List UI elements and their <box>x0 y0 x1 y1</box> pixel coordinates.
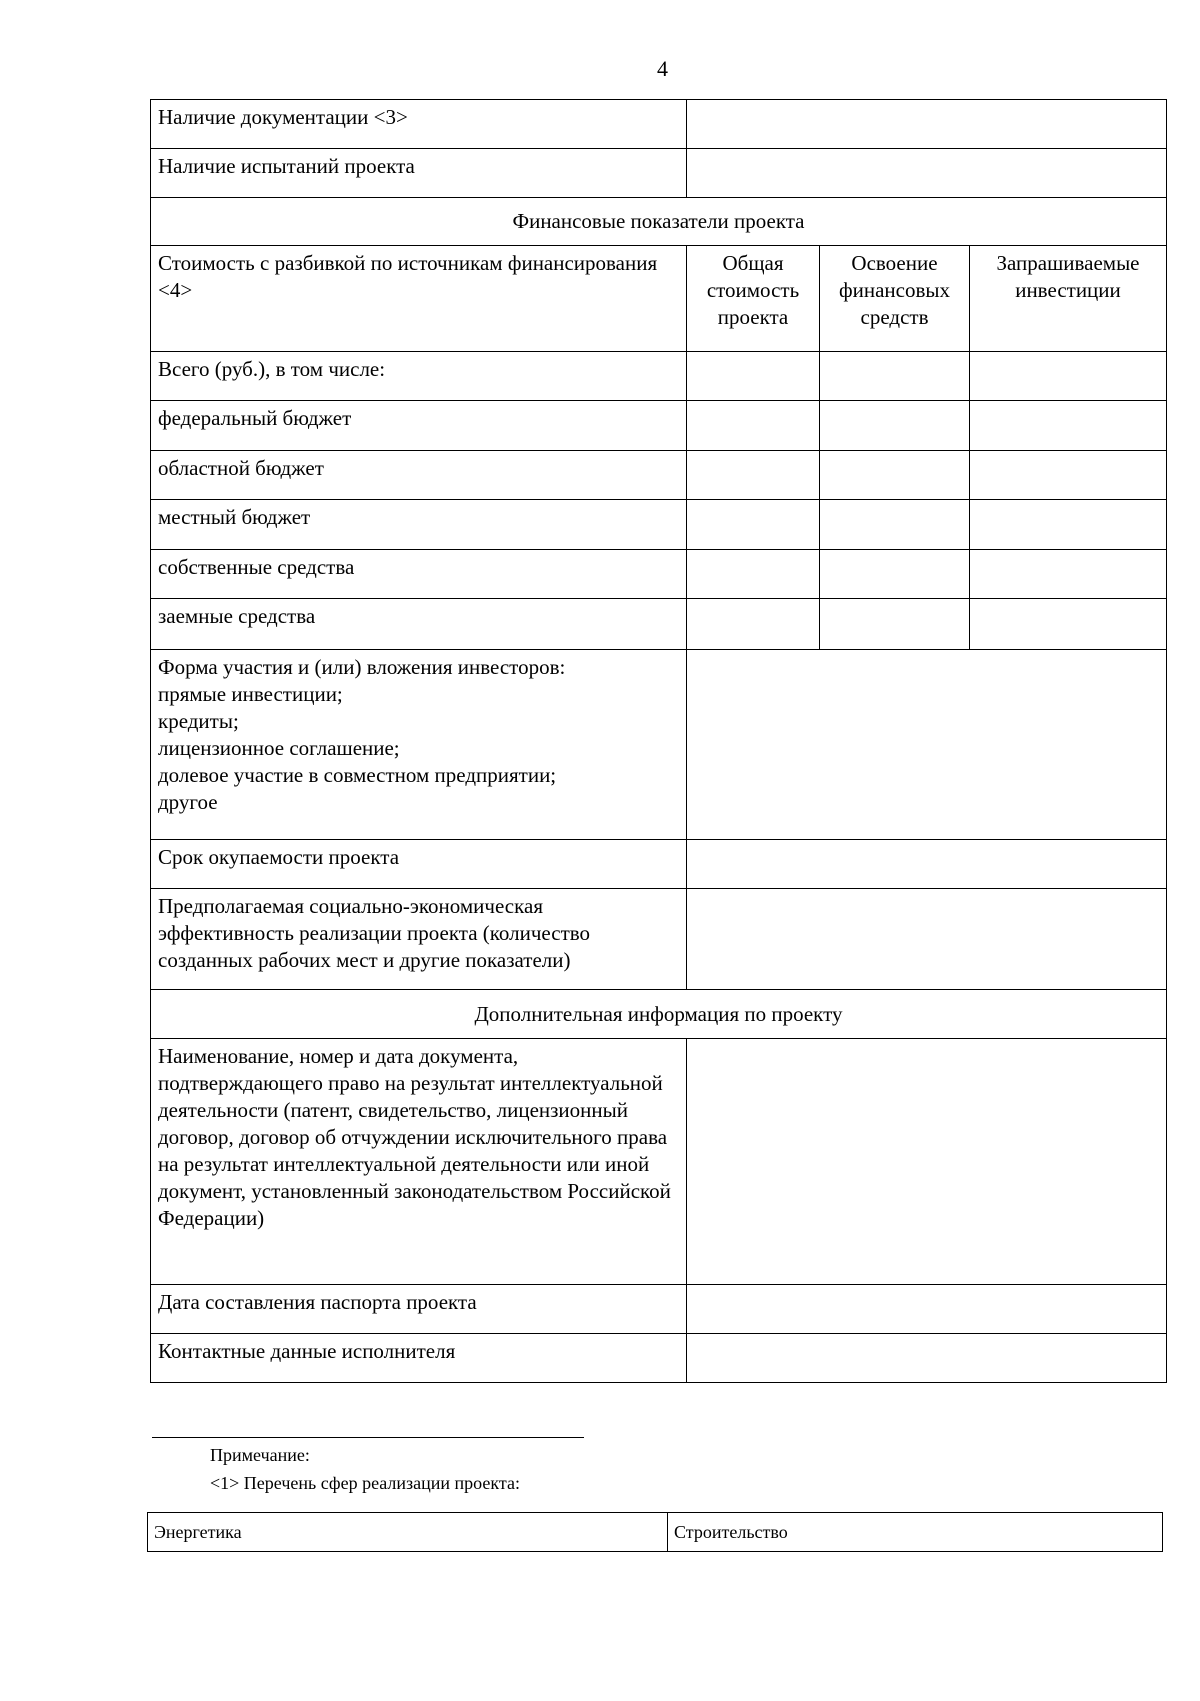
value-cell[interactable] <box>820 352 970 401</box>
source-label: местный бюджет <box>151 500 687 550</box>
table-row <box>151 550 1167 599</box>
table-row <box>151 451 1167 500</box>
value-cell[interactable] <box>687 1039 1167 1285</box>
value-cell[interactable] <box>687 1334 1167 1383</box>
row-label: Наименование, номер и дата документа, подтверждающего право на результат интеллектуальной деятельности (патент, свидетельство, лицензионный договор, договор об отчуждении исключительного права на результат интеллектуальной деятельности или иной документ, установленный законодательством Российской Федерации) <box>151 1039 687 1285</box>
value-cell[interactable] <box>970 550 1167 599</box>
table-row <box>151 840 1167 889</box>
value-cell[interactable] <box>687 352 820 401</box>
source-label: заемные средства <box>151 599 687 650</box>
note-title: Примечание: <box>210 1445 310 1465</box>
value-cell[interactable] <box>687 401 820 451</box>
value-cell[interactable] <box>687 650 1167 840</box>
table-row <box>151 1334 1167 1383</box>
row-label: Наличие документации <3> <box>151 100 687 149</box>
table-row <box>151 599 1167 650</box>
value-cell[interactable] <box>687 100 1167 149</box>
column-header: Освоение финансовых средств <box>820 246 970 352</box>
footnote-divider <box>152 1437 584 1438</box>
table-row <box>148 1513 1163 1552</box>
section-header-row <box>151 990 1167 1039</box>
table-row <box>151 149 1167 198</box>
table-row <box>151 401 1167 451</box>
table-row <box>151 650 1167 840</box>
column-header: Запрашиваемые инвестиции <box>970 246 1167 352</box>
footnote-text: <1> Перечень сфер реализации проекта: <box>210 1473 520 1493</box>
sphere-cell: Энергетика <box>148 1513 668 1552</box>
section-title: Дополнительная информация по проекту <box>151 990 1167 1039</box>
value-cell[interactable] <box>687 889 1167 990</box>
value-cell[interactable] <box>970 500 1167 550</box>
value-cell[interactable] <box>820 401 970 451</box>
value-cell[interactable] <box>687 451 820 500</box>
source-label: собственные средства <box>151 550 687 599</box>
source-label: областной бюджет <box>151 451 687 500</box>
row-label: Срок окупаемости проекта <box>151 840 687 889</box>
value-cell[interactable] <box>820 550 970 599</box>
value-cell[interactable] <box>820 599 970 650</box>
sphere-cell: Строительство <box>668 1513 1163 1552</box>
investor-form-label: Форма участия и (или) вложения инвесторов: прямые инвестиции; кредиты; лицензионное соглашение; долевое участие в совместном предприятии; другое <box>151 650 687 840</box>
row-label: Наличие испытаний проекта <box>151 149 687 198</box>
financial-header-row <box>151 246 1167 352</box>
table-row <box>151 1285 1167 1334</box>
value-cell[interactable] <box>970 451 1167 500</box>
table-row <box>151 889 1167 990</box>
spheres-table <box>147 1512 1163 1552</box>
value-cell[interactable] <box>687 1285 1167 1334</box>
value-cell[interactable] <box>970 401 1167 451</box>
value-cell[interactable] <box>687 840 1167 889</box>
value-cell[interactable] <box>970 599 1167 650</box>
value-cell[interactable] <box>687 500 820 550</box>
table-row <box>151 1039 1167 1285</box>
project-passport-table <box>150 99 1167 1383</box>
source-label: федеральный бюджет <box>151 401 687 451</box>
value-cell[interactable] <box>687 599 820 650</box>
value-cell[interactable] <box>820 451 970 500</box>
page-number: 4 <box>657 56 668 81</box>
section-header-row <box>151 198 1167 246</box>
value-cell[interactable] <box>820 500 970 550</box>
value-cell[interactable] <box>687 149 1167 198</box>
source-label: Всего (руб.), в том числе: <box>151 352 687 401</box>
column-header: Общая стоимость проекта <box>687 246 820 352</box>
row-label: Дата составления паспорта проекта <box>151 1285 687 1334</box>
cost-breakdown-label: Стоимость с разбивкой по источникам финансирования <4> <box>151 246 687 352</box>
value-cell[interactable] <box>687 550 820 599</box>
value-cell[interactable] <box>970 352 1167 401</box>
section-title: Финансовые показатели проекта <box>151 198 1167 246</box>
row-label: Контактные данные исполнителя <box>151 1334 687 1383</box>
row-label: Предполагаемая социально-экономическая эффективность реализации проекта (количество созданных рабочих мест и другие показатели) <box>151 889 687 990</box>
table-row <box>151 500 1167 550</box>
table-row <box>151 100 1167 149</box>
table-row <box>151 352 1167 401</box>
